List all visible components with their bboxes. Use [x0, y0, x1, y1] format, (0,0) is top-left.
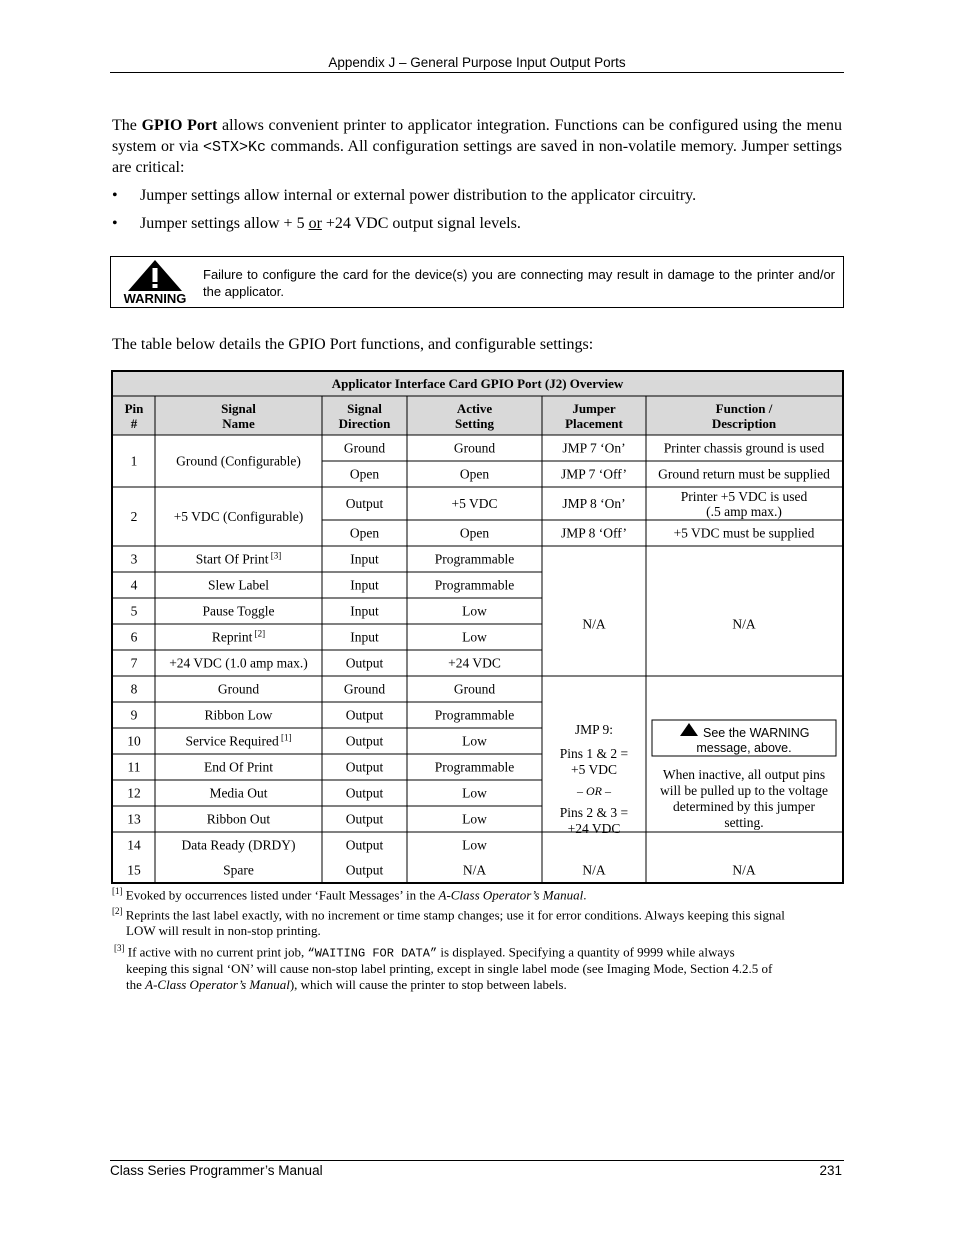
table-cell-name: Ground (Configurable)	[176, 453, 301, 469]
table-cell-jumper: JMP 7 ‘On’	[562, 440, 626, 456]
output-pull-up-description: When inactive, all output pins	[662, 767, 826, 782]
table-cell-direction: Input	[350, 551, 379, 567]
warning-reference-text: message, above.	[696, 741, 792, 755]
table-cell-active: Ground	[453, 440, 496, 456]
table-cell-direction: Output	[345, 707, 384, 723]
table-cell-jumper-merged: N/A	[582, 616, 606, 632]
gpio-table-grid	[113, 372, 842, 882]
warning-text: Failure to configure the card for the device(s) you are connecting may result in damage to the printer and/or the applicator.	[203, 267, 835, 299]
table-cell-description: N/A	[732, 862, 756, 878]
table-cell-active: Programmable	[434, 551, 515, 567]
table-cell-direction: Open	[349, 525, 380, 541]
table-cell-direction: Output	[345, 496, 384, 511]
table-cell-description: Printer +5 VDC is used	[680, 489, 808, 504]
gpio-table	[111, 370, 844, 884]
warning-reference-text: See the WARNING	[703, 726, 810, 740]
table-cell-name: Media Out	[209, 785, 268, 801]
table-cell-jumper: N/A	[582, 862, 606, 878]
table-cell-pin: 5	[130, 603, 138, 619]
jumper-note-line: JMP 9:	[574, 722, 614, 737]
table-header-cell: Jumper	[572, 401, 616, 416]
table-cell-description-merged: N/A	[732, 616, 756, 632]
footer-title: Class Series Programmer’s Manual	[110, 1163, 323, 1178]
jumper-note-line: Pins 1 & 2 =	[559, 746, 629, 761]
footnote-italic: A-Class Operator’s Manual	[438, 887, 584, 903]
table-header-cell: Pin	[124, 401, 144, 416]
table-cell-active: Low	[462, 733, 487, 749]
table-cell-active: Low	[462, 603, 487, 619]
table-cell-pin: 4	[130, 577, 138, 593]
footnote-code: “WAITING FOR DATA”	[307, 946, 438, 961]
table-cell-pin: 1	[130, 453, 138, 469]
table-cell-active: Open	[459, 525, 490, 541]
intro-text-3: commands. All configuration settings are saved in non-volatile memory. Jumper settings are critical:	[112, 137, 842, 176]
table-cell-pin: 10	[127, 733, 141, 749]
table-cell-pin: 2	[130, 509, 138, 524]
table-cell-pin: 6	[130, 629, 138, 645]
table-cell-description: Printer chassis ground is used	[663, 440, 825, 456]
jumper-note-line: +5 VDC	[571, 762, 617, 777]
table-header-cell: Description	[711, 416, 777, 431]
table-cell-pin: 9	[130, 707, 138, 723]
output-pull-up-description: determined by this jumper	[672, 799, 816, 814]
page-number: 231	[819, 1163, 842, 1178]
footnote-text: Reprints the last label exactly, with no increment or time stamp changes; use it for error conditions. Always keeping this signal	[122, 907, 785, 923]
table-cell-name: Pause Toggle	[202, 603, 275, 619]
table-cell-direction: Input	[350, 629, 379, 645]
warning-box	[110, 256, 844, 308]
header-rule	[110, 72, 844, 73]
table-header-cell: Placement	[565, 416, 623, 431]
table-cell-pin: 3	[130, 551, 138, 567]
footnote-text: the	[126, 977, 146, 993]
table-cell-name: Ribbon Out	[206, 811, 271, 827]
table-cell-active: +24 VDC	[448, 655, 501, 671]
table-cell-active: Ground	[453, 681, 496, 697]
table-title: Applicator Interface Card GPIO Port (J2) Overview	[331, 376, 624, 391]
table-cell-direction: Output	[345, 759, 384, 775]
table-cell-direction: Output	[345, 837, 384, 853]
bullet-text: Jumper settings allow internal or external power distribution to the applicator circuitry.	[140, 187, 697, 204]
bullet-text-underlined: or	[308, 215, 322, 232]
table-cell-pin: 7	[130, 655, 138, 671]
table-header-cell: Signal	[347, 401, 382, 416]
table-header-cell: #	[130, 416, 138, 431]
table-cell-active: +5 VDC	[451, 496, 498, 511]
table-cell-name: Service Required [1]	[185, 732, 292, 749]
footnote-2	[112, 903, 842, 939]
output-pull-up-description: setting.	[724, 815, 764, 830]
table-cell-active: N/A	[462, 862, 487, 878]
table-header-cell: Name	[222, 416, 255, 431]
jumper-note-line: +24 VDC	[567, 821, 621, 836]
table-cell-name: +5 VDC (Configurable)	[173, 509, 304, 524]
table-cell-jumper: JMP 8 ‘Off’	[561, 525, 627, 541]
footnote-3	[114, 940, 844, 993]
table-header-cell: Signal	[221, 401, 256, 416]
table-header-cell: Setting	[455, 416, 494, 431]
table-cell-direction: Output	[345, 811, 384, 827]
output-pull-up-description: will be pulled up to the voltage	[660, 783, 828, 798]
table-cell-name: Slew Label	[207, 577, 270, 593]
table-cell-description: +5 VDC must be supplied	[673, 525, 815, 541]
warning-label: WARNING	[123, 291, 187, 305]
table-cell-name: Reprint [2]	[211, 628, 266, 645]
footnote-mark: [2]	[112, 906, 123, 916]
jumper-note-line: – OR –	[577, 784, 611, 798]
table-header-cell: Function /	[715, 401, 773, 416]
table-cell-direction: Ground	[343, 440, 386, 456]
table-cell-active: Low	[462, 629, 487, 645]
table-cell-jumper: JMP 7 ‘Off’	[561, 466, 627, 482]
table-cell-pin: 11	[127, 759, 141, 775]
footnote-mark: [1]	[112, 886, 123, 896]
bullet-marker: •	[112, 187, 118, 204]
table-cell-direction: Output	[345, 733, 384, 749]
warning-icon	[119, 259, 191, 305]
table-cell-active: Programmable	[434, 707, 515, 723]
footnote-text: ), which will cause the printer to stop between labels.	[289, 977, 567, 993]
intro-text-1: The	[112, 117, 142, 134]
table-cell-direction: Input	[350, 577, 379, 593]
table-cell-direction: Output	[345, 862, 384, 878]
table-cell-active: Low	[462, 837, 487, 853]
footnote-mark: [3]	[114, 943, 125, 953]
footnote-text: If active with no current print job,	[124, 944, 308, 960]
table-cell-name: Ground	[217, 681, 260, 697]
intro-text-2: allows convenient printer to applicator integration. Functions can be configured using the menu system or via	[112, 117, 843, 155]
table-cell-name: End Of Print	[204, 759, 273, 775]
table-cell-pin: 15	[127, 862, 141, 878]
table-cell-pin: 14	[127, 837, 141, 853]
footnote-text: .	[583, 887, 587, 903]
table-cell-direction: Open	[349, 466, 380, 482]
table-header-cell: Active	[456, 401, 493, 416]
bullet-marker: •	[112, 215, 118, 232]
table-cell-active: Programmable	[434, 759, 515, 775]
intro-bold: GPIO Port	[141, 117, 218, 134]
footnote-text: Evoked by occurrences listed under ‘Fault Messages’ in the	[122, 887, 439, 903]
table-cell-description: Ground return must be supplied	[658, 466, 830, 482]
table-cell-active: Programmable	[434, 577, 515, 593]
table-cell-name: Spare	[223, 862, 254, 878]
footnote-1	[112, 883, 842, 903]
bullet-text-pre: Jumper settings allow + 5	[140, 215, 309, 232]
table-cell-description: (.5 amp max.)	[706, 504, 782, 519]
table-cell-active: Open	[459, 466, 490, 482]
footnote-italic: A-Class Operator’s Manual	[145, 977, 290, 993]
table-intro: The table below details the GPIO Port functions, and configurable settings:	[112, 336, 594, 353]
footer-rule	[110, 1160, 844, 1161]
intro-code: <STX>Kc	[202, 138, 266, 156]
table-cell-pin: 12	[127, 785, 141, 801]
table-cell-direction: Ground	[343, 681, 386, 697]
footnote-text: is displayed. Specifying a quantity of 9999 while always	[437, 944, 735, 960]
jumper-note-line: Pins 2 & 3 =	[559, 805, 629, 820]
table-cell-name: Data Ready (DRDY)	[181, 837, 296, 853]
warning-mini-icon	[680, 723, 698, 736]
table-cell-active: Low	[462, 811, 487, 827]
table-cell-pin: 13	[127, 811, 141, 827]
table-cell-pin: 8	[130, 681, 138, 697]
table-cell-name: Start Of Print [3]	[195, 550, 282, 567]
table-cell-direction: Output	[345, 655, 384, 671]
intro-paragraph	[112, 116, 842, 179]
bullet-text	[140, 214, 521, 234]
bullet-text-post: +24 VDC output signal levels.	[321, 215, 521, 232]
table-header-cell: Direction	[338, 416, 391, 431]
footnote-text: keeping this signal ‘ON’ will cause non-stop label printing, except in single label mode (see Imaging Mode, Section 4.2.5 of	[126, 961, 773, 977]
table-cell-jumper: JMP 8 ‘On’	[562, 496, 626, 511]
footnote-text: LOW will result in non-stop printing.	[126, 923, 321, 939]
table-cell-name: +24 VDC (1.0 amp max.)	[169, 655, 308, 671]
page-header: Appendix J – General Purpose Input Output Ports	[328, 55, 626, 70]
table-cell-active: Low	[462, 785, 487, 801]
table-cell-name: Ribbon Low	[204, 707, 273, 723]
table-cell-direction: Output	[345, 785, 384, 801]
table-cell-direction: Input	[350, 603, 379, 619]
